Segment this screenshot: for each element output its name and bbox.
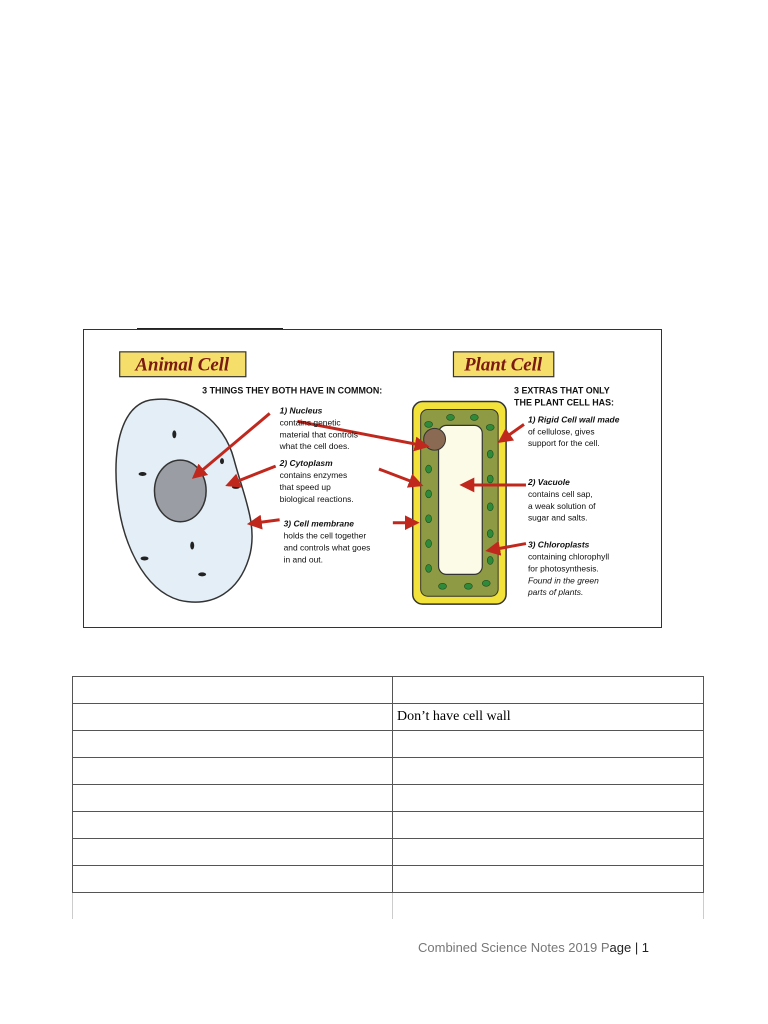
vacuole-line-1: contains cell sap, — [527, 488, 593, 499]
page-footer — [418, 940, 649, 955]
animal-nucleus — [154, 460, 206, 522]
table-row — [73, 839, 704, 866]
cytoplasm-label: 2) Cytoplasm — [279, 458, 333, 469]
table-cell[interactable]: Don’t have cell wall — [393, 704, 704, 731]
table-cell[interactable] — [393, 839, 704, 866]
common-heading: 3 THINGS THEY BOTH HAVE IN COMMON: — [202, 385, 383, 396]
table-cell[interactable] — [393, 731, 704, 758]
cell-wall-line-1: of cellulose, gives — [527, 426, 595, 437]
table-cell[interactable] — [73, 893, 393, 920]
cell-wall-line-2: support for the cell. — [527, 438, 600, 449]
table-row — [73, 866, 704, 893]
comparison-table — [72, 676, 704, 919]
cytoplasm-line-3: biological reactions. — [279, 493, 354, 504]
chloroplasts-line-3: Found in the green — [527, 575, 599, 586]
animal-title: Animal Cell — [135, 354, 230, 376]
table-cell[interactable] — [73, 866, 393, 893]
table-cell[interactable] — [393, 866, 704, 893]
table-cell[interactable] — [393, 812, 704, 839]
table-cell[interactable] — [73, 839, 393, 866]
table-row — [73, 677, 704, 704]
cytoplasm-line-2: that speed up — [279, 481, 331, 492]
table-cell[interactable] — [73, 677, 393, 704]
table-cell[interactable] — [73, 758, 393, 785]
nucleus-line-3: what the cell does. — [279, 441, 350, 452]
table-cell[interactable] — [73, 731, 393, 758]
membrane-line-3: in and out. — [283, 554, 324, 565]
chloroplasts-line-1: containing chlorophyll — [527, 551, 610, 562]
table-row — [73, 758, 704, 785]
table-cell[interactable] — [73, 812, 393, 839]
cell-diagram-svg — [84, 330, 661, 627]
vacuole-line-3: sugar and salts. — [527, 512, 588, 523]
extras-heading-2: THE PLANT CELL HAS: — [514, 397, 615, 408]
plant-title: Plant Cell — [464, 354, 543, 376]
table-row — [73, 812, 704, 839]
common-annotations — [279, 405, 371, 564]
vacuole-label: 2) Vacuole — [527, 476, 570, 487]
membrane-line-2: and controls what goes — [283, 542, 371, 553]
membrane-line-1: holds the cell together — [283, 530, 367, 541]
vacuole-line-2: a weak solution of — [527, 500, 596, 511]
cytoplasm-line-1: contains enzymes — [279, 470, 348, 481]
extras-heading-1: 3 EXTRAS THAT ONLY — [514, 385, 610, 396]
table-cell[interactable] — [73, 704, 393, 731]
footer-text: Combined Science Notes 2019 P — [418, 940, 610, 955]
cell-diagram — [83, 329, 662, 628]
plant-vacuole — [439, 425, 483, 574]
chloroplasts-line-2: for photosynthesis. — [527, 563, 599, 574]
table-cell[interactable] — [393, 893, 704, 920]
table-cell[interactable] — [73, 785, 393, 812]
page-number: age | 1 — [609, 940, 650, 955]
nucleus-label: 1) Nucleus — [279, 405, 323, 416]
chloroplasts-line-4: parts of plants. — [527, 587, 584, 598]
table-cell[interactable] — [393, 785, 704, 812]
nucleus-line-2: material that controls — [279, 429, 358, 440]
extras-annotations — [527, 414, 620, 597]
table-row — [73, 893, 704, 920]
table-row — [73, 785, 704, 812]
table-cell[interactable] — [393, 758, 704, 785]
plant-nucleus — [424, 428, 446, 450]
chloroplasts-label: 3) Chloroplasts — [527, 539, 590, 550]
table-cell[interactable] — [393, 677, 704, 704]
table-row — [73, 731, 704, 758]
nucleus-line-1: contains genetic — [279, 417, 341, 428]
membrane-label: 3) Cell membrane — [283, 518, 354, 529]
table-row — [73, 704, 704, 731]
cell-wall-label: 1) Rigid Cell wall made — [527, 414, 620, 425]
